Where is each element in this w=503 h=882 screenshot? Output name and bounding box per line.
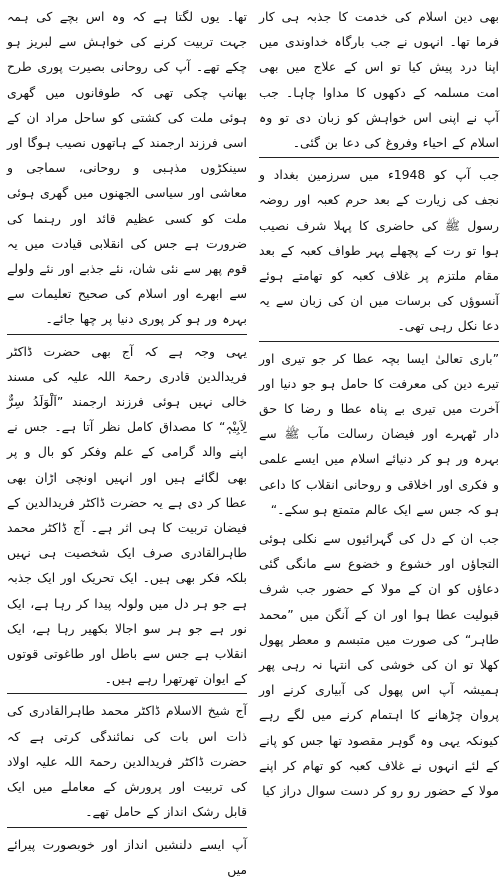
paragraph: آج شیخ الاسلام ڈاکٹر محمد طاہرالقادری کی ذات اس بات کی نمائندگی کرتی ہے کہ حضرت ڈاکٹر فریدالدین رحمۃ اللہ علیہ اولاد کی تربیت اور پرورش کے معاملے میں ایک قابل رشک انداز کے حامل تھے۔	[7, 698, 247, 827]
left-column	[7, 4, 247, 877]
paragraph: جب ان کے دل کی گہرائیوں سے نکلی ہوئی التجاؤں اور خشوع و خضوع سے مانگی گئی دعاؤں کو ان کے مولا کے حضور جب شرف قبولیت عطا ہوا اور ان کے آنگن میں ”محمد طاہر“ کی صورت میں متبسم و معطر پھول کھلا تو ان کی خوشی کی انتہا نہ رہی پھر ہمیشہ آپ اس پھول کی آبیاری کرنے اور پروان چڑھانے کا اہتمام کرنے میں لگے رہے کیونکہ یہی وہ گوہر مقصود تھا جس کو پانے کے لئے انہوں نے غلاف کعبہ کو تھام کر اپنے مولا کے حضور رو رو کر دست سوال دراز کیا	[259, 531, 499, 799]
paragraph: بھی دین اسلام کی خدمت کا جذبہ ہی کار فرما تھا۔ انہوں نے جب بارگاہ خداوندی میں اپنا درد پیش کیا تو اس کے علاج میں بھی امت مسلمہ کے دکھوں کا مداوا چاہا۔ جب آپ نے اپنی اس خواہش کو زبان دی تو وہ اسلام کے احیاء وفروغ کی دعا بن گئی۔	[259, 4, 499, 158]
quoted-prayer: ”باری تعالیٰ ایسا بچہ عطا کر جو تیری اور تیرے دین کی معرفت کا حامل ہو جو دنیا اور آخرت میں تیری بے پناہ عطا و رضا کا حق دار ٹھہرے اور فیضان رسالت مآب ﷺ سے بہرہ ور ہو کر دنیائے اسلام میں ایسے علمی و فکری اور اخلاقی و روحانی انقلاب کا داعی ہو کہ جس سے ایک عالم متمتع ہو سکے۔“	[259, 350, 499, 517]
paragraph: جب آپ کو 1948ء میں سرزمین بغداد و نجف کی زیارت کے بعد حرم کعبہ اور روضہ رسول ﷺ کی حاضری کا پہلا شرف نصیب ہوا تو رت کے پچھلے پہر طواف کعبہ کے بعد مقام ملتزم پر غلاف کعبہ کو تھامتے ہوئے آنسوؤں کی برسات میں ان کی زبان سے یہ دعا نکل رہی تھی۔	[259, 162, 499, 341]
right-column	[259, 4, 499, 799]
paragraph: تھا۔ یوں لگتا ہے کہ وہ اس بچے کی ہمہ جہت تربیت کرنے کی خواہش سے لبریز ہو چکے تھے۔ آپ کی روحانی بصیرت پوری طرح بھانپ چکی تھی کہ طوفانوں میں گھری ہوئی ملت کی کشتی کو ساحل مراد ان کے اسی فرزند ارجمند کے ہاتھوں نصیب ہوگا اور سینکڑوں مذہبی و روحانی، سماجی و معاشی اور سیاسی الجھنوں میں گھری ہوئی ملت کو کسی عظیم قائد اور رہنما کی ضرورت ہے جس کی انقلابی قیادت میں یہ قوم پھر سے نئی شان، نئے جذبے اور نئے ولولے سے ابھرے اور اسلام کی صحیح تعلیمات سے بہرہ ور ہو کر پوری دنیا پر چھا جائے۔	[7, 4, 247, 335]
paragraph: آپ ایسے دلنشیں انداز اور خوبصورت پیرائے میں	[7, 836, 247, 877]
paragraph: یہی وجہ ہے کہ آج بھی حضرت ڈاکٹر فریدالدین قادری رحمۃ اللہ علیہ کی مسند خالی نہیں ہوئی فرزند ارجمند ”اَلْوَلَدُ سِرٌّ لِاَبِیْہٖ“ کا مصداق کامل نظر آتا ہے۔ جس نے اپنے والد گرامی کے علم وفکر کو بال و پر بھی لگائے ہیں اور انہیں اونچی اڑان بھی عطا کر دی ہے یہ حضرت ڈاکٹر فریدالدین کے فیضان تربیت کا ہی اثر ہے۔ آج ڈاکٹر محمد طاہرالقادری صرف ایک شخصیت ہی نہیں بلکہ فکر بھی ہیں۔ ایک تحریک اور ایک جذبہ ہے جو ہر دل میں ولولہ پیدا کر رہا ہے، ایک نور ہے جو ہر سو اجالا بکھیر رہا ہے، ایک انقلاب ہے جس سے باطل اور طاغوتی قوتوں کے ایوان تھرتھرا رہے ہیں۔	[7, 339, 247, 695]
